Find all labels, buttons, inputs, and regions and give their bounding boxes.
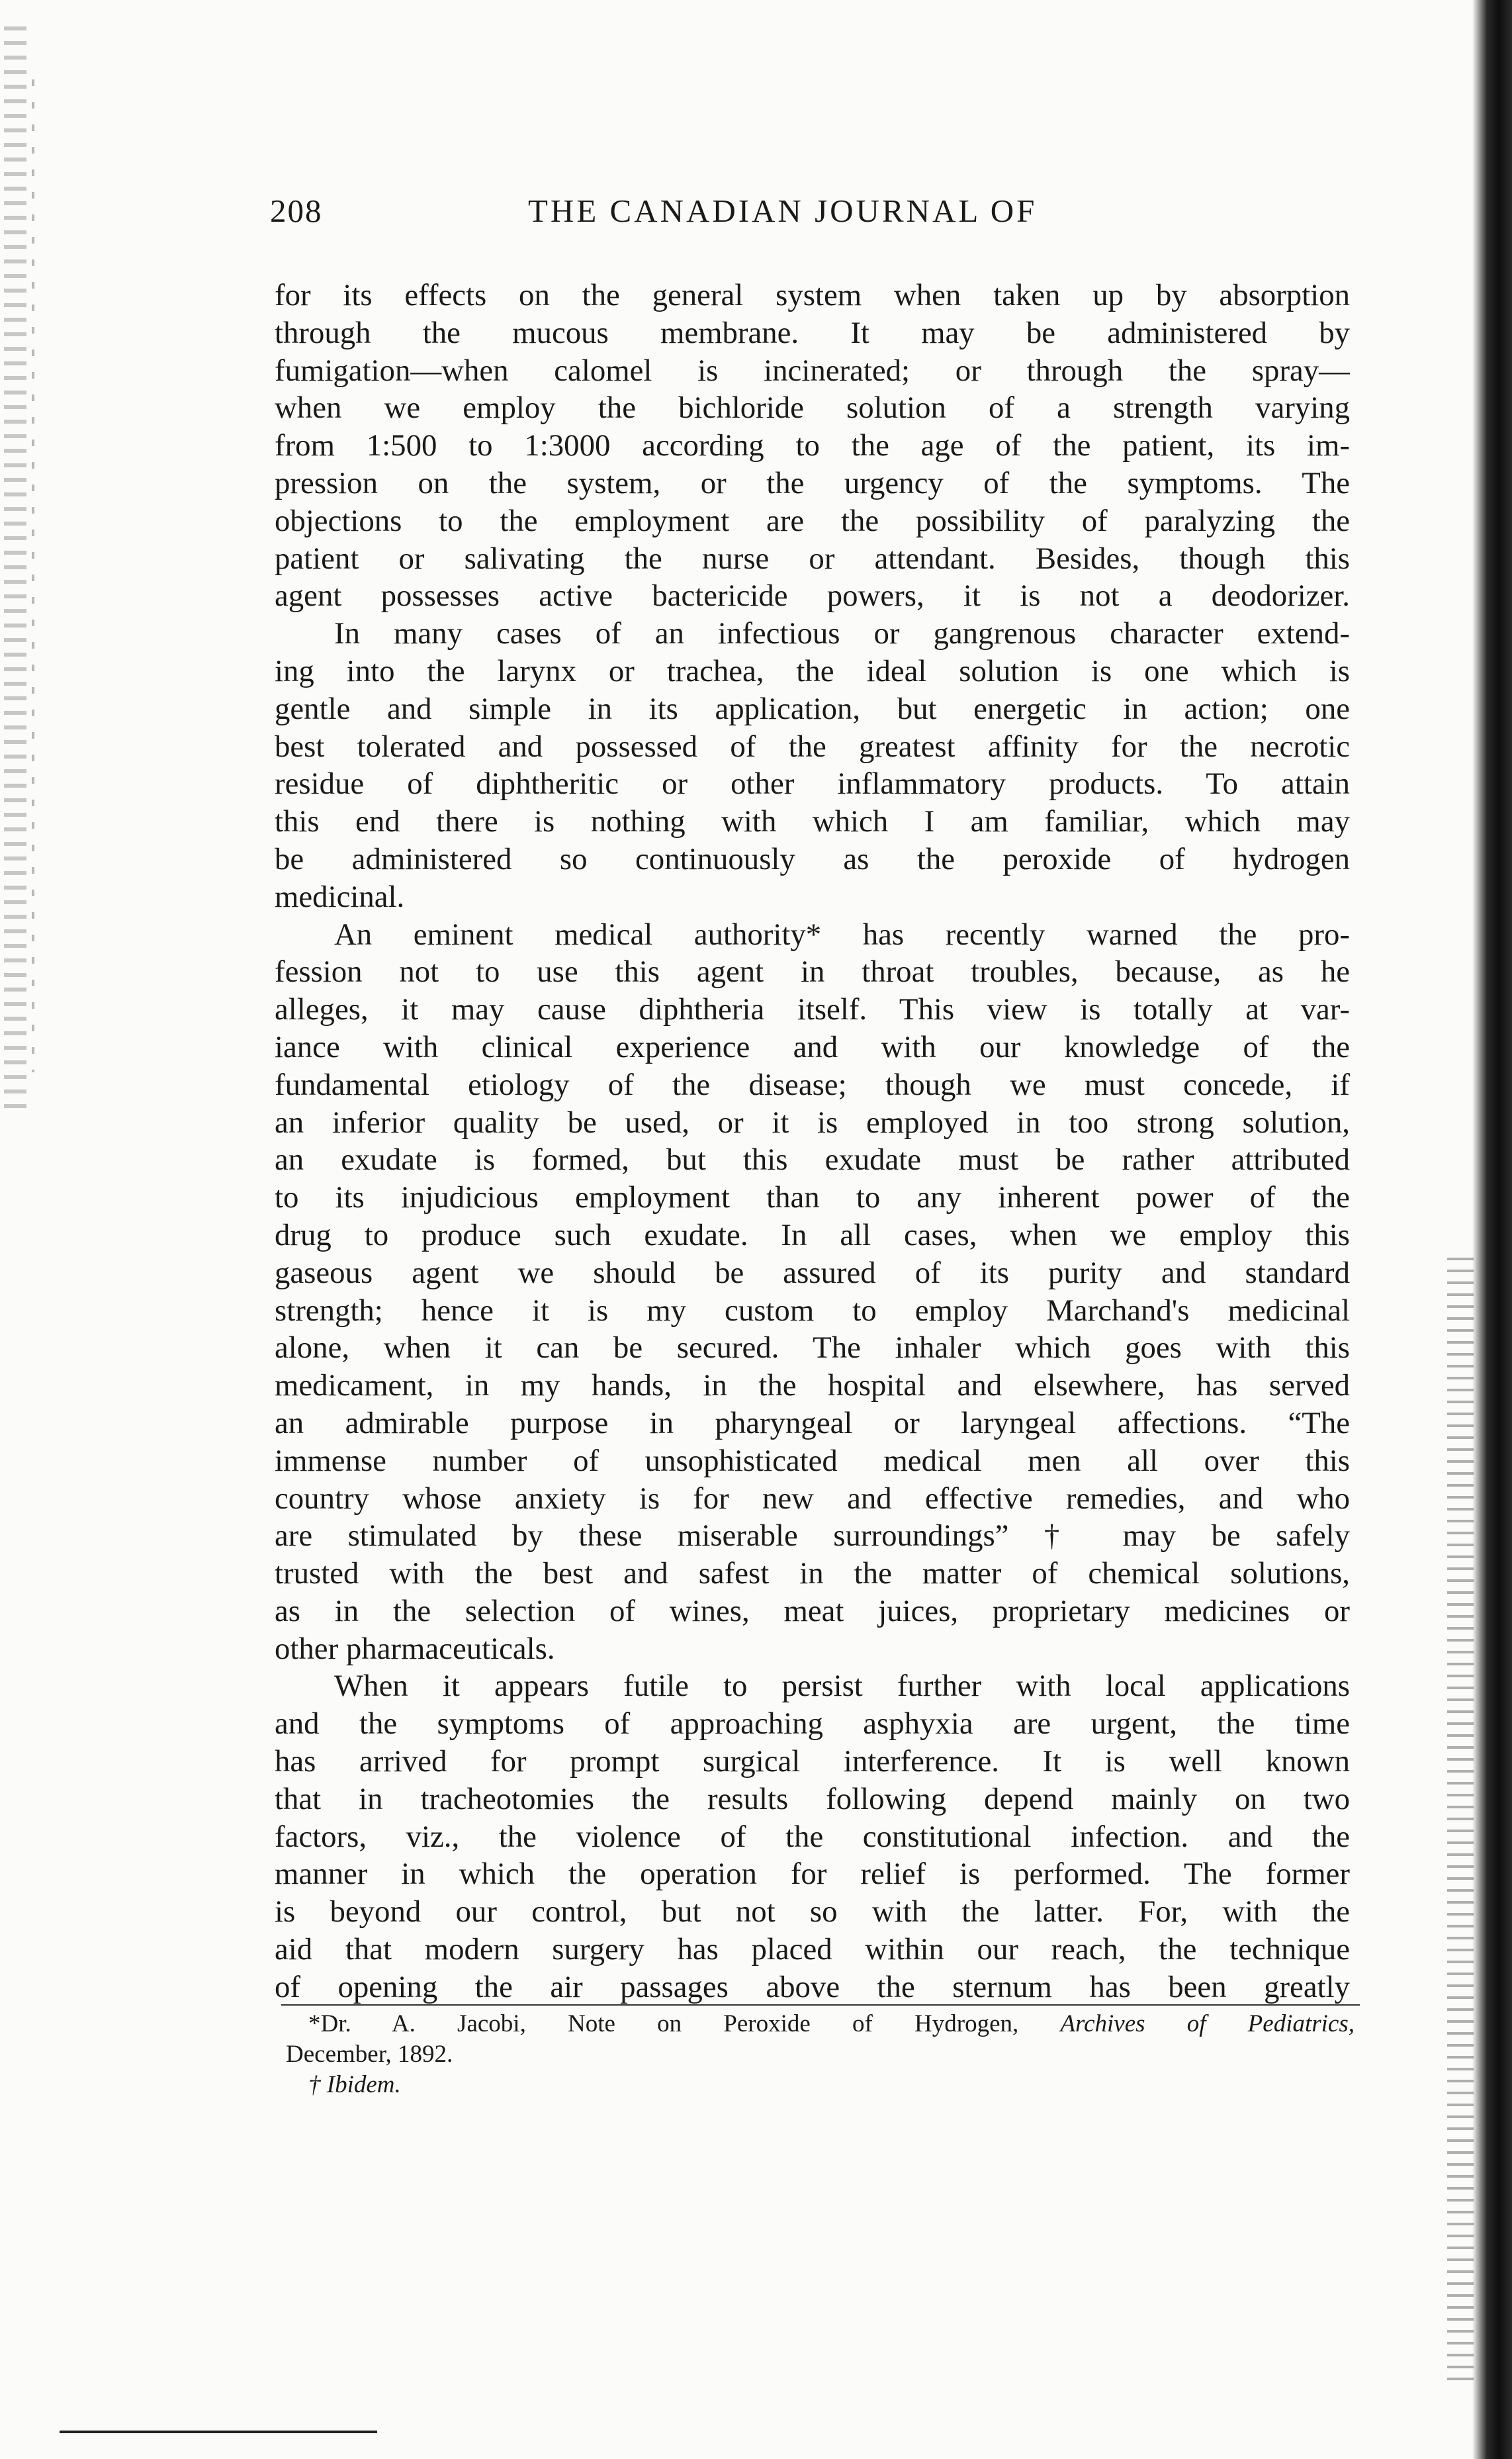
text-line: alone, when it can be secured. The inhaler which goes with this	[275, 1330, 1350, 1366]
text-line: an exudate is formed, but this exudate must be rather attributed	[275, 1142, 1350, 1178]
text-line: when we employ the bichloride solution of a strength varying	[275, 391, 1350, 426]
text-line: be administered so continuously as the peroxide of hydrogen	[275, 841, 1350, 876]
text-line: manner in which the operation for relief is performed. The former	[275, 1857, 1350, 1892]
text-line: factors, viz., the violence of the constitutional infection. and the	[275, 1819, 1350, 1854]
footnote-1-text: *Dr. A. Jacobi, Note on Peroxide of Hydrogen,	[308, 2010, 1019, 2037]
text-line: has arrived for prompt surgical interference. It is well known	[275, 1744, 1350, 1779]
text-line: for its effects on the general system when taken up by absorption	[275, 278, 1350, 312]
text-line: residue of diphtheritic or other inflammatory products. To attain	[275, 766, 1350, 802]
text-line: fundamental etiology of the disease; though we must concede, if	[275, 1067, 1350, 1102]
text-line: fumigation—when calomel is incinerated; or through the spray—	[275, 353, 1350, 388]
text-line: In many cases of an infectious or gangrenous character extend-	[334, 616, 1350, 651]
paragraph-2	[275, 615, 1350, 915]
journal-title: THE CANADIAN JOURNAL OF	[528, 193, 1038, 229]
text-line: alleges, it may cause diphtheria itself. This view is totally at var-	[275, 992, 1350, 1027]
text-line: country whose anxiety is for new and effective remedies, and who	[275, 1481, 1350, 1516]
text-line: ing into the larynx or trachea, the ideal solution is one which is	[275, 653, 1350, 688]
text-line: gaseous agent we should be assured of its purity and standard	[275, 1255, 1350, 1290]
paragraph-3	[275, 916, 1350, 1668]
text-line: pression on the system, or the urgency of the symptoms. The	[275, 465, 1350, 500]
left-scan-artifact-line	[32, 79, 34, 1072]
text-line: an admirable purpose in pharyngeal or laryngeal affections. “The	[275, 1405, 1350, 1440]
article-body	[275, 277, 1350, 2006]
text-line: iance with clinical experience and with our knowledge of the	[275, 1029, 1350, 1064]
text-line: agent possesses active bactericide powers, it is not a deodorizer.	[275, 579, 1350, 614]
text-line: from 1:500 to 1:3000 according to the age of the patient, its im-	[275, 428, 1350, 463]
text-line: this end there is nothing with which I am familiar, which may	[275, 804, 1350, 839]
text-line: to its injudicious employment than to any inherent power of the	[275, 1180, 1350, 1215]
text-line: as in the selection of wines, meat juices, proprietary medicines or	[275, 1593, 1350, 1628]
text-line: An eminent medical authority* has recently warned the pro-	[334, 917, 1350, 952]
bottom-scan-mark	[60, 2431, 377, 2433]
text-line: medicinal.	[275, 879, 405, 914]
text-line: When it appears futile to persist further with local applications	[334, 1669, 1350, 1704]
text-line: strength; hence it is my custom to employ Marchand's medicinal	[275, 1293, 1350, 1328]
right-scan-artifact	[1447, 1258, 1474, 2383]
text-line: aid that modern surgery has placed within our reach, the technique	[275, 1932, 1350, 1967]
text-line: trusted with the best and safest in the matter of chemical solutions,	[275, 1556, 1350, 1591]
left-scan-artifact	[4, 26, 26, 1119]
text-line: objections to the employment are the possibility of paralyzing the	[275, 503, 1350, 538]
page-number: 208	[270, 193, 323, 229]
running-header	[270, 192, 1388, 245]
text-line: and the symptoms of approaching asphyxia are urgent, the time	[275, 1706, 1350, 1741]
footnote-1-source: Archives of Pediatrics,	[1060, 2010, 1355, 2037]
text-line: immense number of unsophisticated medical men all over this	[275, 1443, 1350, 1478]
footnote-2: † Ibidem.	[308, 2071, 401, 2098]
text-line: fession not to use this agent in throat troubles, because, as he	[275, 954, 1350, 990]
paragraph-1	[275, 277, 1350, 615]
text-line: that in tracheotomies the results following depend mainly on two	[275, 1781, 1350, 1816]
footnote-1	[286, 2009, 1355, 2039]
footnote-1-date: December, 1892.	[286, 2041, 453, 2068]
right-binding-shadow	[1472, 0, 1512, 2459]
footnote-divider	[281, 2004, 1360, 2006]
text-line: best tolerated and possessed of the greatest affinity for the necrotic	[275, 729, 1350, 764]
text-line: an inferior quality be used, or it is employed in too strong solution,	[275, 1105, 1350, 1140]
paragraph-4	[275, 1667, 1350, 2006]
text-line: gentle and simple in its application, but energetic in action; one	[275, 691, 1350, 726]
text-line: through the mucous membrane. It may be administered by	[275, 315, 1350, 350]
text-line: patient or salivating the nurse or attendant. Besides, though this	[275, 541, 1350, 576]
text-line: is beyond our control, but not so with the latter. For, with the	[275, 1894, 1350, 1929]
text-line: are stimulated by these miserable surroundings” † may be safely	[275, 1518, 1350, 1554]
text-line: medicament, in my hands, in the hospital and elsewhere, has served	[275, 1368, 1350, 1403]
text-line: drug to produce such exudate. In all cases, when we employ this	[275, 1217, 1350, 1252]
footnotes	[286, 2009, 1355, 2100]
text-line: of opening the air passages above the sternum has been greatly	[275, 1969, 1350, 2004]
text-line: other pharmaceuticals.	[275, 1631, 555, 1666]
